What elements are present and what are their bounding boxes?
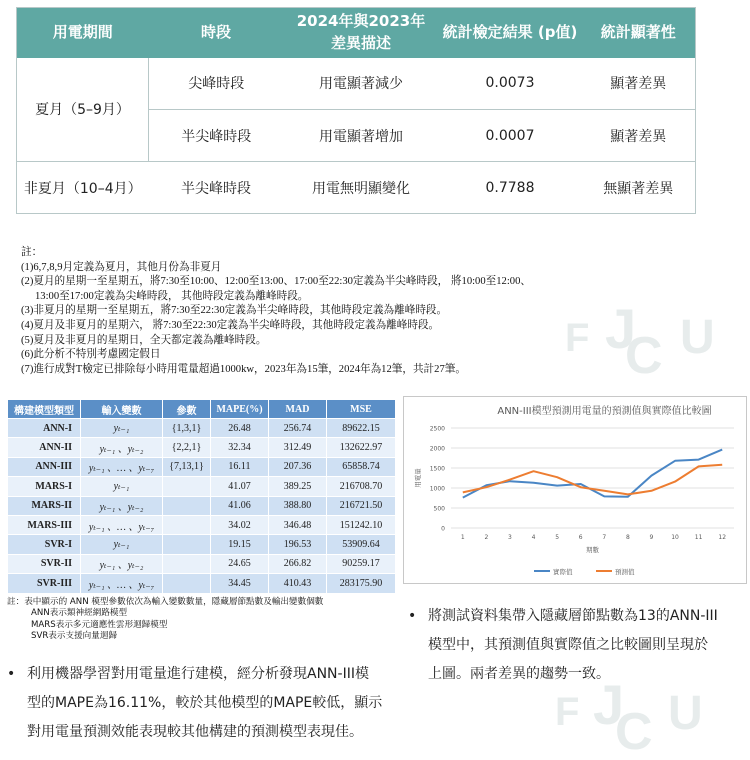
mse-cell: 216721.50 bbox=[327, 496, 396, 515]
header-mape: MAPE(%) bbox=[211, 400, 269, 419]
table-row bbox=[8, 554, 396, 573]
bullet-line: 上圖。兩者差異的趨勢一致。 bbox=[428, 666, 610, 682]
bullet-dot-icon: • bbox=[7, 666, 16, 682]
significance-cell: 顯著差異 bbox=[582, 58, 696, 110]
table-row bbox=[8, 457, 396, 476]
desc-cell: 用電顯著增加 bbox=[284, 110, 439, 162]
mse-cell: 132622.97 bbox=[327, 438, 396, 457]
mape-cell: 41.06 bbox=[211, 496, 269, 515]
x-tick-label: 2 bbox=[484, 534, 489, 541]
bullet-line: 型的MAPE為16.11%，較於其他模型的MAPE較低，顯示 bbox=[27, 695, 383, 711]
x-tick-label: 8 bbox=[625, 534, 630, 541]
model-note-line: SVR表示支援向量迴歸 bbox=[31, 630, 118, 641]
notes-block bbox=[21, 246, 621, 377]
bullet-line: 模型中，其預測值與實際值之比較圖則呈現於 bbox=[428, 637, 708, 653]
p-value-cell: 0.0007 bbox=[439, 110, 582, 162]
header-p-value: 統計檢定結果 (p值) bbox=[439, 8, 582, 58]
mse-cell: 89622.15 bbox=[327, 419, 396, 438]
input-vars-cell: yₜ₋₁ 、… 、yₜ₋₇ bbox=[81, 457, 163, 476]
mape-cell: 16.11 bbox=[211, 457, 269, 476]
params-cell: {1,3,1} bbox=[163, 419, 211, 438]
mape-cell: 34.45 bbox=[211, 574, 269, 593]
mse-cell: 53909.64 bbox=[327, 535, 396, 554]
x-tick-label: 11 bbox=[694, 534, 703, 541]
note-line: (5)夏月及非夏月的星期日，全天都定義為離峰時段。 bbox=[21, 334, 267, 346]
model-name-cell: ANN-III bbox=[8, 457, 81, 476]
mad-cell: 388.80 bbox=[269, 496, 327, 515]
note-line: (1)6,7,8,9月定義為夏月，其他月份為非夏月 bbox=[21, 261, 222, 273]
params-cell bbox=[163, 477, 211, 496]
note-line: (4)夏月及非夏月的星期六， 將7:30至22:30定義為半尖峰時段，其他時段定義為離峰時段。 bbox=[21, 319, 440, 331]
table-row bbox=[8, 515, 396, 534]
mad-cell: 312.49 bbox=[269, 438, 327, 457]
model-name-cell: MARS-I bbox=[8, 477, 81, 496]
input-vars-cell: yₜ₋₁ bbox=[81, 477, 163, 496]
right-bullet bbox=[408, 602, 743, 689]
mad-cell: 196.53 bbox=[269, 535, 327, 554]
line-chart bbox=[404, 397, 748, 585]
mape-cell: 41.07 bbox=[211, 477, 269, 496]
summer-label: 夏月（5–9月） bbox=[17, 58, 149, 162]
model-note-line: 註：表中顯示的 ANN 模型參數依次為輸入變數數量，隱藏層節點數及輸出變數個數 bbox=[7, 597, 324, 607]
bullet-line: 利用機器學習對用電量進行建模，經分析發現ANN-III模 bbox=[27, 666, 369, 682]
note-line: (3)非夏月的星期一至星期五，將7:30至22:30定義為半尖峰時段，其他時段定義為離峰時段。 bbox=[21, 305, 448, 317]
input-vars-cell: yₜ₋₁ 、yₜ₋₂ bbox=[81, 496, 163, 515]
input-vars-cell: yₜ₋₁ bbox=[81, 535, 163, 554]
note-line: (2)夏月的星期一至星期五，將7:30至10:00、12:00至13:00、17:00至22:30定義為半尖峰時段， 將10:00至12:00、 bbox=[21, 276, 531, 288]
watermark-f-2: F bbox=[555, 690, 580, 734]
table-row bbox=[8, 496, 396, 515]
legend-label: 預測值 bbox=[615, 568, 635, 576]
header-diff-desc: 2024年與2023年 差異描述 bbox=[284, 8, 439, 58]
model-name-cell: MARS-II bbox=[8, 496, 81, 515]
x-axis-label: 期數 bbox=[586, 546, 599, 554]
mad-cell: 207.36 bbox=[269, 457, 327, 476]
header-model-type: 構建模型類型 bbox=[8, 400, 81, 419]
model-table-header bbox=[8, 400, 396, 419]
notes-title: 註： bbox=[21, 247, 43, 258]
desc-cell: 用電無明顯變化 bbox=[312, 180, 410, 197]
x-tick-label: 9 bbox=[649, 534, 654, 541]
model-name-cell: SVR-I bbox=[8, 535, 81, 554]
series-line-predicted bbox=[463, 465, 722, 495]
x-tick-label: 12 bbox=[718, 534, 727, 541]
p-value-cell: 0.7788 bbox=[485, 179, 535, 196]
time-slot-cell: 半尖峰時段 bbox=[181, 180, 251, 197]
nonsummer-label: 非夏月（10–4月） bbox=[23, 180, 142, 197]
x-tick-label: 3 bbox=[508, 534, 512, 541]
x-tick-label: 5 bbox=[555, 534, 560, 541]
x-tick-label: 1 bbox=[460, 534, 465, 541]
legend-label: 實際值 bbox=[553, 568, 573, 576]
watermark-j-2: J bbox=[593, 673, 625, 736]
table-row bbox=[8, 477, 396, 496]
params-cell bbox=[163, 535, 211, 554]
mse-cell: 151242.10 bbox=[327, 515, 396, 534]
x-tick-label: 10 bbox=[671, 534, 679, 541]
p-value-cell: 0.0073 bbox=[439, 58, 582, 110]
y-axis-label: 用電量 bbox=[414, 468, 422, 488]
mape-cell: 34.02 bbox=[211, 515, 269, 534]
mad-cell: 389.25 bbox=[269, 477, 327, 496]
model-name-cell: SVR-III bbox=[8, 574, 81, 593]
model-name-cell: SVR-II bbox=[8, 554, 81, 573]
x-tick-label: 4 bbox=[531, 534, 536, 541]
params-cell bbox=[163, 496, 211, 515]
table-row bbox=[17, 58, 696, 110]
watermark-u-2: U bbox=[668, 687, 703, 740]
table-row bbox=[8, 535, 396, 554]
table-row bbox=[8, 438, 396, 457]
params-cell: {7,13,1} bbox=[163, 457, 211, 476]
mse-cell: 65858.74 bbox=[327, 457, 396, 476]
model-notes bbox=[7, 597, 323, 642]
table-row bbox=[8, 419, 396, 438]
time-slot-cell: 半尖峰時段 bbox=[149, 110, 284, 162]
mape-cell: 32.34 bbox=[211, 438, 269, 457]
header-mad: MAD bbox=[269, 400, 327, 419]
table-row bbox=[8, 574, 396, 593]
x-tick-label: 6 bbox=[578, 534, 583, 541]
mse-cell: 283175.90 bbox=[327, 574, 396, 593]
note-line: (6)此分析不特別考慮國定假日 bbox=[21, 349, 161, 361]
mape-cell: 26.48 bbox=[211, 419, 269, 438]
params-cell: {2,2,1} bbox=[163, 438, 211, 457]
watermark-c: C bbox=[625, 327, 663, 385]
chart-title: ANN-III模型預測用電量的預測值與實際值比較圖 bbox=[497, 406, 712, 417]
chart-container bbox=[403, 396, 747, 584]
left-bullet bbox=[7, 660, 397, 747]
x-tick-label: 7 bbox=[602, 534, 607, 541]
mse-cell: 90259.17 bbox=[327, 554, 396, 573]
mse-cell: 216708.70 bbox=[327, 477, 396, 496]
model-name-cell: ANN-I bbox=[8, 419, 81, 438]
watermark-f: F bbox=[565, 316, 590, 360]
table-row bbox=[17, 162, 696, 214]
y-tick-label: 1000 bbox=[429, 485, 445, 493]
model-comparison-table bbox=[7, 399, 396, 594]
input-vars-cell: yₜ₋₁ bbox=[81, 419, 163, 438]
mad-cell: 256.74 bbox=[269, 419, 327, 438]
mad-cell: 266.82 bbox=[269, 554, 327, 573]
model-note-line: MARS表示多元適應性雲形迴歸模型 bbox=[31, 619, 168, 630]
y-tick-label: 0 bbox=[441, 525, 445, 533]
input-vars-cell: yₜ₋₁ 、yₜ₋₂ bbox=[81, 554, 163, 573]
header-time-slot: 時段 bbox=[149, 8, 284, 58]
note-line: 13:00至17:00定義為尖峰時段， 其他時段定義為離峰時段。 bbox=[35, 290, 309, 302]
input-vars-cell: yₜ₋₁ 、… 、yₜ₋₇ bbox=[81, 515, 163, 534]
input-vars-cell: yₜ₋₁ 、yₜ₋₂ bbox=[81, 438, 163, 457]
watermark-u: U bbox=[680, 311, 715, 364]
table-header-row bbox=[17, 8, 696, 58]
model-note-line: ANN表示類神經網路模型 bbox=[31, 608, 128, 619]
y-tick-label: 500 bbox=[433, 505, 445, 513]
header-input-vars: 輸入變數 bbox=[81, 400, 163, 419]
header-period: 用電期間 bbox=[17, 8, 149, 58]
y-tick-label: 2500 bbox=[429, 425, 445, 433]
model-name-cell: ANN-II bbox=[8, 438, 81, 457]
significance-cell: 無顯著差異 bbox=[603, 180, 674, 197]
significance-cell: 顯著差異 bbox=[582, 110, 696, 162]
bullet-line: 將測試資料集帶入隱藏層節點數為13的ANN-III bbox=[428, 608, 718, 624]
header-significance: 統計顯著性 bbox=[582, 8, 696, 58]
mape-cell: 24.65 bbox=[211, 554, 269, 573]
mad-cell: 410.43 bbox=[269, 574, 327, 593]
model-name-cell: MARS-III bbox=[8, 515, 81, 534]
electricity-comparison-table bbox=[16, 7, 696, 214]
series-line-actual bbox=[463, 450, 722, 498]
time-slot-cell: 尖峰時段 bbox=[149, 58, 284, 110]
header-params: 參數 bbox=[163, 400, 211, 419]
bullet-dot-icon: • bbox=[408, 608, 417, 624]
watermark-c-2: C bbox=[615, 703, 653, 760]
watermark-j: J bbox=[605, 297, 637, 360]
mad-cell: 346.48 bbox=[269, 515, 327, 534]
bullet-line: 對用電量預測效能表現較其他構建的預測模型表現佳。 bbox=[27, 724, 363, 740]
params-cell bbox=[163, 574, 211, 593]
header-mse: MSE bbox=[327, 400, 396, 419]
y-tick-label: 2000 bbox=[429, 445, 445, 453]
input-vars-cell: yₜ₋₁ 、… 、yₜ₋₇ bbox=[81, 574, 163, 593]
note-line: (7)進行成對T檢定已排除每小時用電量超過1000kw，2023年為15筆，2024年為12筆，共計27筆。 bbox=[21, 363, 466, 375]
mape-cell: 19.15 bbox=[211, 535, 269, 554]
desc-cell: 用電顯著減少 bbox=[284, 58, 439, 110]
params-cell bbox=[163, 515, 211, 534]
y-tick-label: 1500 bbox=[429, 465, 445, 473]
params-cell bbox=[163, 554, 211, 573]
